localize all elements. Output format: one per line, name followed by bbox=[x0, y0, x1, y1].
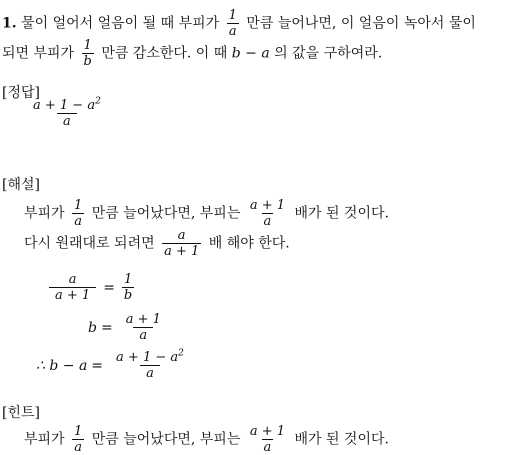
fraction-1-over-a: $\frac{1}{a}$ bbox=[228, 8, 237, 39]
fraction-a-over-a-plus-1: $\frac{a}{a + 1}$ bbox=[164, 228, 200, 259]
fraction-1-over-a: $\frac{1}{a}$ bbox=[74, 198, 83, 229]
equation-3: ∴ b − a = $\frac{a + 1 - a^2}{a}$ bbox=[36, 348, 184, 381]
equation-2: b = $\frac{a + 1}{a}$ bbox=[88, 312, 161, 343]
fraction-1-over-b: $\frac{1}{b}$ bbox=[83, 38, 92, 69]
problem-text-1b: 만큼 늘어나면, 이 얼음이 녹아서 물이 bbox=[246, 15, 476, 32]
hint-tag: [힌트] bbox=[2, 405, 40, 421]
equation-1: $\frac{a}{a + 1}$ = $\frac{1}{b}$ bbox=[46, 272, 137, 303]
fraction-1-over-a: $\frac{1}{a}$ bbox=[74, 424, 83, 455]
explanation-line-2: 다시 원래대로 되려면 $\frac{a}{a + 1}$ 배 해야 한다. bbox=[24, 228, 290, 259]
answer-fraction: $\frac{a + 1 - a^2}{a}$ bbox=[33, 96, 101, 129]
problem-text-2a: 되면 부피가 bbox=[2, 45, 75, 62]
expr-b-minus-a: b − a bbox=[231, 45, 270, 62]
problem-text-2c: 의 값을 구하여라. bbox=[274, 45, 383, 62]
fraction-a-plus-1-over-a: $\frac{a + 1}{a}$ bbox=[249, 424, 285, 455]
answer-fraction-line bbox=[24, 98, 110, 129]
answer-tag: [정답] bbox=[2, 85, 40, 101]
problem-text-2b: 만큼 감소한다. 이 때 bbox=[101, 45, 228, 62]
explanation-tag: [해설] bbox=[2, 177, 40, 193]
problem-text-1a: 물이 얼어서 얼음이 될 때 부피가 bbox=[21, 15, 220, 32]
problem-line-2 bbox=[2, 38, 382, 69]
problem-line-1 bbox=[2, 8, 476, 39]
explanation-line-1: 부피가 $\frac{1}{a}$ 만큼 늘어났다면, 부피는 $\frac{a + 1}{a}$ 배가 된 것이다. bbox=[24, 198, 389, 229]
hint-line-1: 부피가 $\frac{1}{a}$ 만큼 늘어났다면, 부피는 $\frac{a + 1}{a}$ 배가 된 것이다. bbox=[24, 424, 389, 455]
problem-number: 1. bbox=[2, 15, 17, 32]
fraction-a-plus-1-over-a: $\frac{a + 1}{a}$ bbox=[249, 198, 285, 229]
